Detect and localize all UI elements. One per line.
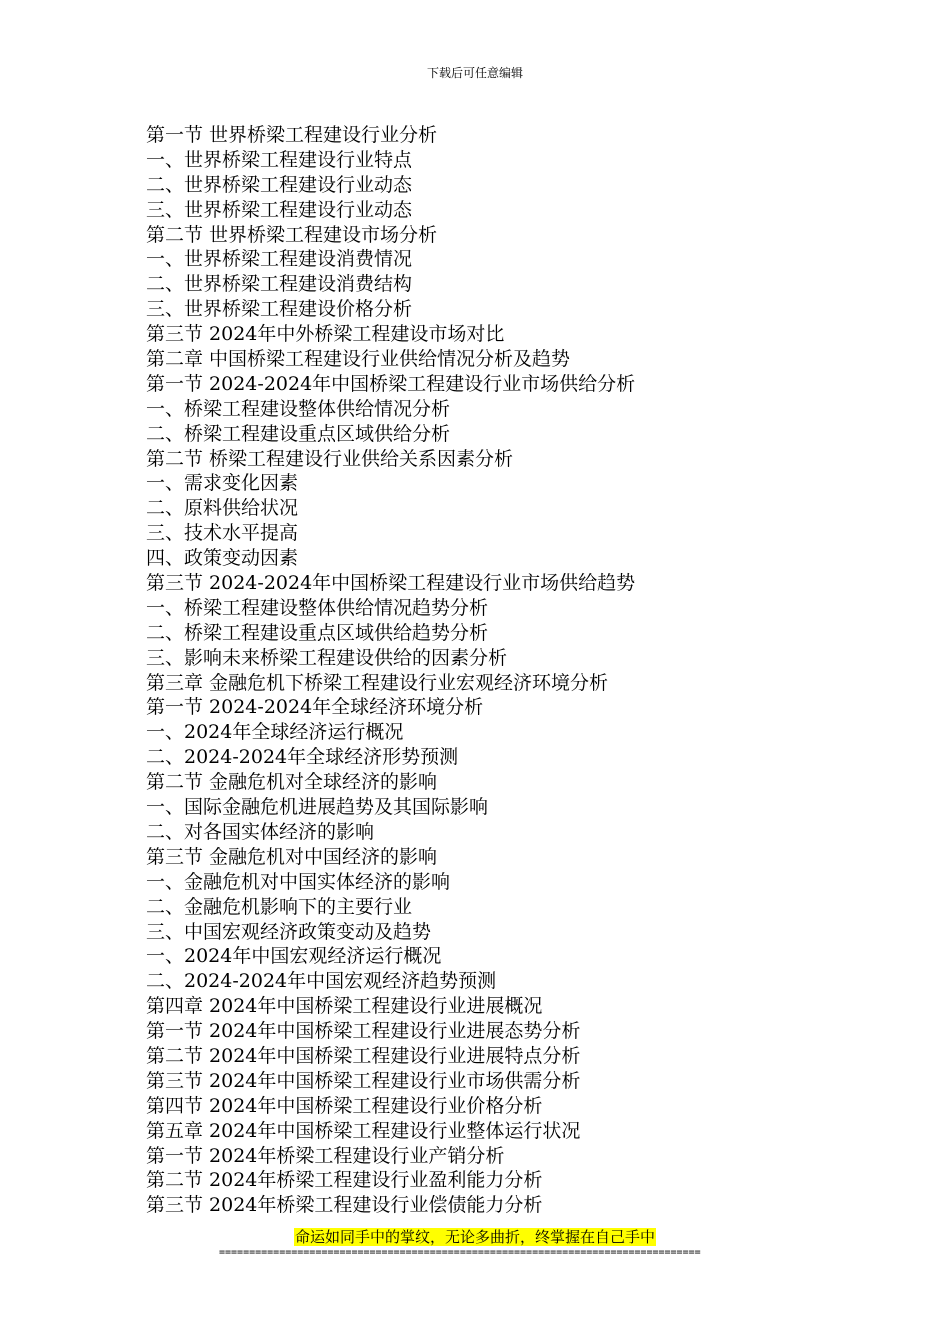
toc-entry: 第二节 2024年桥梁工程建设行业盈利能力分析 bbox=[146, 1169, 543, 1192]
page-header-note: 下载后可任意编辑 bbox=[426, 66, 523, 80]
toc-entry: 一、国际金融危机进展趋势及其国际影响 bbox=[146, 796, 489, 819]
toc-entry: 一、世界桥梁工程建设消费情况 bbox=[146, 248, 413, 271]
toc-entry: 第三节 2024-2024年中国桥梁工程建设行业市场供给趋势 bbox=[146, 572, 636, 595]
toc-entry: 一、2024年全球经济运行概况 bbox=[146, 721, 404, 744]
toc-entry: 第一节 2024年中国桥梁工程建设行业进展态势分析 bbox=[146, 1020, 581, 1043]
toc-entry: 四、政策变动因素 bbox=[146, 547, 299, 570]
toc-entry: 二、世界桥梁工程建设行业动态 bbox=[146, 173, 413, 196]
toc-entry: 二、对各国实体经济的影响 bbox=[146, 820, 375, 843]
toc-entry: 第五章 2024年中国桥梁工程建设行业整体运行状况 bbox=[146, 1119, 581, 1142]
table-of-contents bbox=[146, 123, 866, 1218]
toc-entry: 一、桥梁工程建设整体供给情况趋势分析 bbox=[146, 596, 489, 619]
toc-entry: 三、中国宏观经济政策变动及趋势 bbox=[146, 920, 432, 943]
toc-entry: 三、技术水平提高 bbox=[146, 522, 299, 545]
toc-entry: 二、桥梁工程建设重点区域供给分析 bbox=[146, 422, 451, 445]
toc-entry: 三、世界桥梁工程建设行业动态 bbox=[146, 198, 413, 221]
toc-entry: 第三节 2024年桥梁工程建设行业偿债能力分析 bbox=[146, 1194, 543, 1217]
toc-entry: 一、桥梁工程建设整体供给情况分析 bbox=[146, 397, 451, 420]
toc-entry: 三、世界桥梁工程建设价格分析 bbox=[146, 298, 413, 321]
toc-entry: 第二节 桥梁工程建设行业供给关系因素分析 bbox=[146, 447, 514, 470]
toc-entry: 第三节 2024年中国桥梁工程建设行业市场供需分析 bbox=[146, 1069, 581, 1092]
toc-entry: 第四章 2024年中国桥梁工程建设行业进展概况 bbox=[146, 995, 543, 1018]
toc-entry: 第二章 中国桥梁工程建设行业供给情况分析及趋势 bbox=[146, 348, 571, 371]
footer-quote bbox=[0, 1227, 950, 1247]
toc-entry: 二、原料供给状况 bbox=[146, 497, 299, 520]
toc-entry: 一、世界桥梁工程建设行业特点 bbox=[146, 148, 413, 171]
toc-entry: 第四节 2024年中国桥梁工程建设行业价格分析 bbox=[146, 1094, 543, 1117]
toc-entry: 一、金融危机对中国实体经济的影响 bbox=[146, 870, 451, 893]
footer-divider: ================================================================================ bbox=[219, 1247, 701, 1258]
toc-entry: 第一节 2024年桥梁工程建设行业产销分析 bbox=[146, 1144, 505, 1167]
toc-entry: 第三节 金融危机对中国经济的影响 bbox=[146, 845, 438, 868]
toc-entry: 二、2024-2024年中国宏观经济趋势预测 bbox=[146, 970, 497, 993]
toc-entry: 第三节 2024年中外桥梁工程建设市场对比 bbox=[146, 323, 505, 346]
toc-entry: 一、需求变化因素 bbox=[146, 472, 299, 495]
toc-entry: 第三章 金融危机下桥梁工程建设行业宏观经济环境分析 bbox=[146, 671, 609, 694]
toc-entry: 一、2024年中国宏观经济运行概况 bbox=[146, 945, 442, 968]
toc-entry: 二、桥梁工程建设重点区域供给趋势分析 bbox=[146, 621, 489, 644]
toc-entry: 第二节 2024年中国桥梁工程建设行业进展特点分析 bbox=[146, 1044, 581, 1067]
toc-entry: 第一节 2024-2024年全球经济环境分析 bbox=[146, 696, 484, 719]
toc-entry: 三、影响未来桥梁工程建设供给的因素分析 bbox=[146, 646, 508, 669]
toc-entry: 二、金融危机影响下的主要行业 bbox=[146, 895, 413, 918]
footer-quote-text: 命运如同手中的掌纹，无论多曲折，终掌握在自己手中 bbox=[294, 1228, 655, 1246]
toc-entry: 第二节 金融危机对全球经济的影响 bbox=[146, 771, 438, 794]
toc-entry: 二、2024-2024年全球经济形势预测 bbox=[146, 746, 459, 769]
toc-entry: 第一节 世界桥梁工程建设行业分析 bbox=[146, 124, 438, 146]
toc-entry: 第一节 2024-2024年中国桥梁工程建设行业市场供给分析 bbox=[146, 372, 636, 395]
toc-entry: 二、世界桥梁工程建设消费结构 bbox=[146, 273, 413, 296]
toc-entry: 第二节 世界桥梁工程建设市场分析 bbox=[146, 223, 438, 246]
